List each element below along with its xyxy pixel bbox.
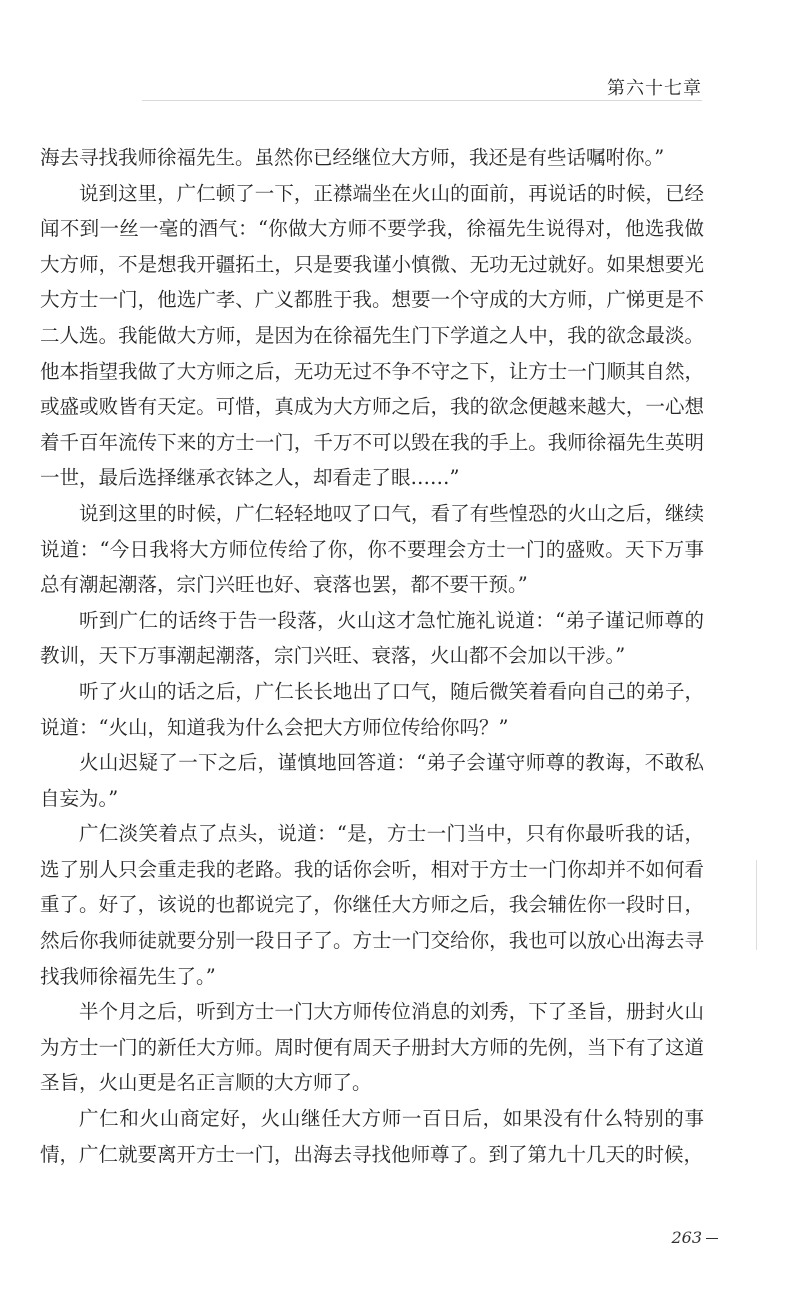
scan-mark: [756, 860, 757, 950]
paragraph: 火山迟疑了一下之后，谨慎地回答道：“弟子会谨守师尊的教诲，不敢私自妄为。”: [40, 751, 704, 810]
paragraph: 广仁和火山商定好，火山继任大方师一百日后，如果没有什么特别的事情，广仁就要离开方士一门，出海去寻找他师尊了。到了第九十几天的时候，: [40, 1107, 704, 1166]
paragraph: 听了火山的话之后，广仁长长地出了口气，随后微笑着看向自己的弟子，说道：“火山，知道我为什么会把大方师位传给你吗？”: [40, 679, 704, 739]
chapter-header: 第六十七章: [607, 78, 702, 99]
paragraph: 半个月之后，听到方士一门大方师传位消息的刘秀，下了圣旨，册封火山为方士一门的新任大方师。周时便有周天子册封大方师的先例，当下有了这道圣旨，火山更是名正言顺的大方师了。: [40, 1000, 704, 1095]
paragraph: 说到这里，广仁顿了一下，正襟端坐在火山的面前，再说话的时候，已经闻不到一丝一毫的酒气：“你做大方师不要学我，徐福先生说得对，他选我做大方师，不是想我开疆拓土，只是要我谨小慎微、无功无过就好。如果想要光大方士一门，他选广孝、广义都胜于我。想要一个守成的大方师，广悌更是不二人选。我能做大方师，是因为在徐福先生门下学道之人中，我的欲念最淡。他本指望我做了大方师之后，无功无过不争不守之下，让方士一门顺其自然，或盛或败皆有天定。可惜，真成为大方师之后，我的欲念便越来越大，一心想着千百年流传下来的方士一门，千万不可以毁在我的手上。我师徐福先生英明一世，最后选择继承衣钵之人，却看走了眼……”: [40, 181, 704, 490]
body-text: [40, 140, 704, 1172]
page-number: 263: [671, 1228, 702, 1247]
paragraph-continuation: 海去寻找我师徐福先生。虽然你已经继位大方师，我还是有些话嘱咐你。”: [40, 146, 665, 169]
page-number-dash: [706, 1238, 718, 1239]
paragraph: 广仁淡笑着点了点头，说道：“是，方士一门当中，只有你最听我的话，选了别人只会重走我的老路。我的话你会听，相对于方士一门你却并不如何看重了。好了，该说的也都说完了，你继任大方师之后，我会辅佐你一段时日，然后你我师徒就要分别一段日子了。方士一门交给你，我也可以放心出海去寻找我师徐福先生了。”: [40, 822, 704, 988]
paragraph: 说到这里的时候，广仁轻轻地叹了口气，看了有些惶恐的火山之后，继续说道：“今日我将大方师位传给了你，你不要理会方士一门的盛败。天下万事总有潮起潮落，宗门兴旺也好、衰落也罢，都不要干预。”: [40, 501, 704, 597]
paragraph: 听到广仁的话终于告一段落，火山这才急忙施礼说道：“弟子谨记师尊的教训，天下万事潮起潮落，宗门兴旺、衰落，火山都不会加以干涉。”: [40, 608, 704, 668]
header-rule: [142, 100, 702, 101]
